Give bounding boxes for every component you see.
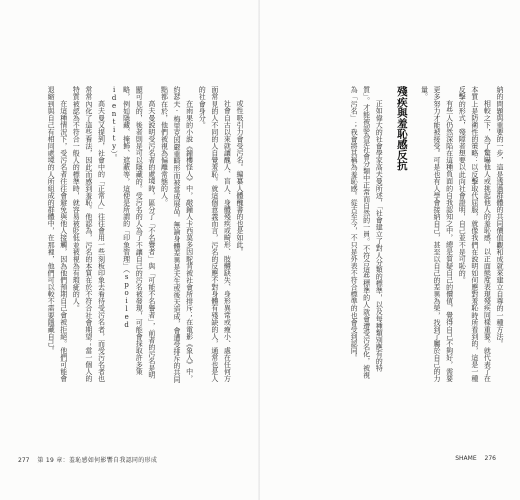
page-number: 277: [18, 457, 30, 464]
right-page: [260, 0, 520, 500]
paragraph: 社會自古以來就讓醜人、盲人、身體殘疾或畸形、肢體缺失、身形異常或瘦小、處在任何方面常見的人不同的人自覺羞恥。就這個意義而言，污名的反應不對身體有殘缺的人，通常也是人的社會身分。: [198, 86, 232, 383]
running-head: SHAME: [455, 455, 477, 462]
right-page-footer: [455, 455, 502, 462]
paragraph: 相較之下，為了驚嚇他人或挑起他人的羞恥感，以正面態度表現殘疾同樣重要。就代表了在本質上是防衛性的策略：以反擊取代屈服，就像我們在說明如何應對羞恥時所看到的，這是一種反擊的形式，殘障者想要以此向社會證明，自己並不是可恥的。: [458, 86, 492, 383]
chapter-running-head: 第 19 章：羞恥感如何影響自我認同的形成: [37, 457, 158, 464]
paragraph: 有些人仍然深陷在這種負面的自我認知之中，總是質疑自己的價值，覺得自己不夠好，需要更多努力才能被接受。可是也有人學會接納自己，甚至以自己的差異為榮，找到了屬於自己的力量。: [420, 86, 454, 383]
page-number: 276: [484, 455, 496, 462]
paragraph: 或性吸引力會受污名。編纂人體醜書的也是如此。: [236, 100, 244, 256]
paragraph: 在雨果的小說《鐘樓怪人》中，敲鐘人卡西莫多因駝背被社會所排斥；在電影《象人》中，約瑟夫·梅里克因嚴重畸形而被當成展品。無論身體差異是天生或後天造成，會遭受排斥的共同點都在於，他們被視為偏離常態的人。: [160, 86, 194, 384]
paragraph: 納的問題與重要的一步，這是透過群體的共同價值觀和成就來建立自尊的一種方法。: [496, 86, 504, 347]
section-heading-inline: 殘疾與羞恥感反抗: [395, 86, 408, 171]
paragraph: 高夫曼又提到，社會中的「正常人」往往會用一些刻板印象去看待受污名者，而受污名者也常常內化了這些看法，因此而感到羞恥。他認為，污名的本質在於不符合社會期望；當一個人的特質被認為不符合一般人的標準時，就容易被貶低並被視為有瑕疵的人。: [72, 86, 106, 383]
paragraph: 在這種情況下，受污名者往往會避免與他人接觸，因為他們預期自己會被拒絕。他們可能會退縮到與自己有相同處境的人所組成的群體中，在那裡，他們可以較不需要隱藏自己。: [47, 86, 68, 382]
paragraph: 高夫曼說明受污名者的處境時，區分了「不名譽者」與「可能不名譽者」，前者的污名是明顯可見的，後者則是可以隱藏的。受污名的人為了不讓自己的污名被發現，可能會採取許多策略，例如隱藏、掩飾、遮蔽等，這便是所謂的「印象管理」（spoiled identity）。: [110, 86, 156, 379]
right-page-body: [277, 86, 506, 384]
left-page-body: [17, 86, 246, 384]
left-page-footer: [18, 455, 163, 464]
paragraph: 正如偉大的社會學家高夫曼所述，「社會建立了對人分類的標準，以及每種類別應有的特質」。才能被認為是社會分類中正常而自然的一員。不符合這些標準的人就會遭受污名化，被視為「污名」；我會將其稱為羞恥感。從古至今，不只是外表不符合標準的也會受到認同。: [350, 86, 384, 379]
